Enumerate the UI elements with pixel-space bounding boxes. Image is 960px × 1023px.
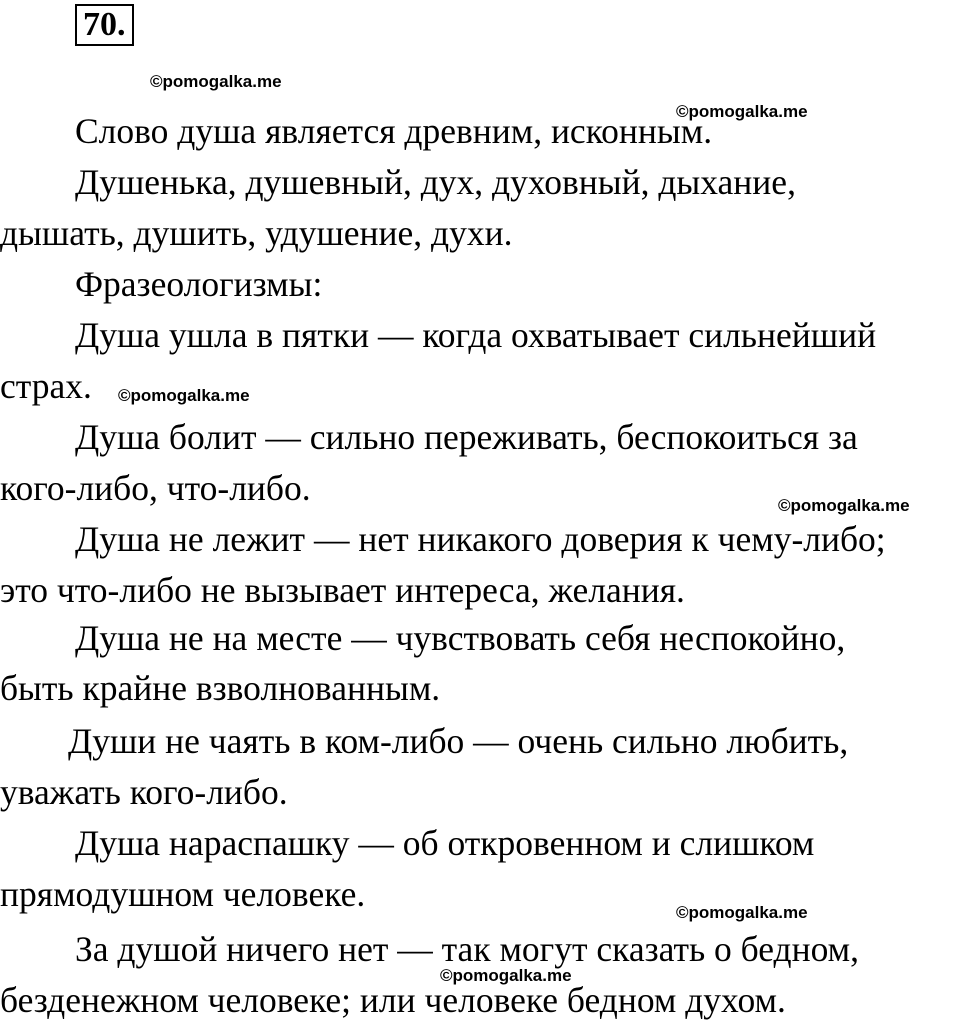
text-line: Душа болит — сильно переживать, беспокоиться за (75, 417, 858, 457)
text-line: безденежном человеке; или человеке бедном духом. (0, 980, 786, 1020)
text-line: Душенька, душевный, дух, духовный, дыхание, (75, 162, 796, 202)
text-line: Душа не на месте — чувствовать себя неспокойно, (75, 618, 846, 658)
text-line: быть крайне взволнованным. (0, 668, 441, 708)
watermark: ©pomogalka.me (676, 102, 808, 121)
text-line: кого-либо, что-либо. (0, 468, 311, 508)
text-line: Слово душа является древним, исконным. (75, 111, 713, 151)
watermark: ©pomogalka.me (150, 72, 282, 91)
text-line: прямодушном человеке. (0, 874, 366, 914)
text-line: Душа не лежит — нет никакого доверия к чему-либо; (75, 519, 886, 559)
watermark: ©pomogalka.me (778, 496, 910, 515)
watermark: ©pomogalka.me (676, 903, 808, 922)
watermark: ©pomogalka.me (440, 966, 572, 985)
text-line: это что-либо не вызывает интереса, желания. (0, 570, 685, 610)
watermark: ©pomogalka.me (118, 386, 250, 405)
text-line: уважать кого-либо. (0, 772, 288, 812)
text-line: дышать, душить, удушение, духи. (0, 213, 513, 253)
text-line: За душой ничего нет — так могут сказать о бедном, (75, 929, 859, 969)
text-line: Душа ушла в пятки — когда охватывает сильнейший (75, 315, 877, 355)
text-line: Души не чаять в ком-либо — очень сильно любить, (68, 721, 849, 761)
exercise-number: 70. (75, 4, 134, 46)
text-line: Фразеологизмы: (75, 264, 323, 304)
text-line: страх. (0, 366, 92, 406)
text-line: Душа нараспашку — об откровенном и слишком (75, 823, 815, 863)
